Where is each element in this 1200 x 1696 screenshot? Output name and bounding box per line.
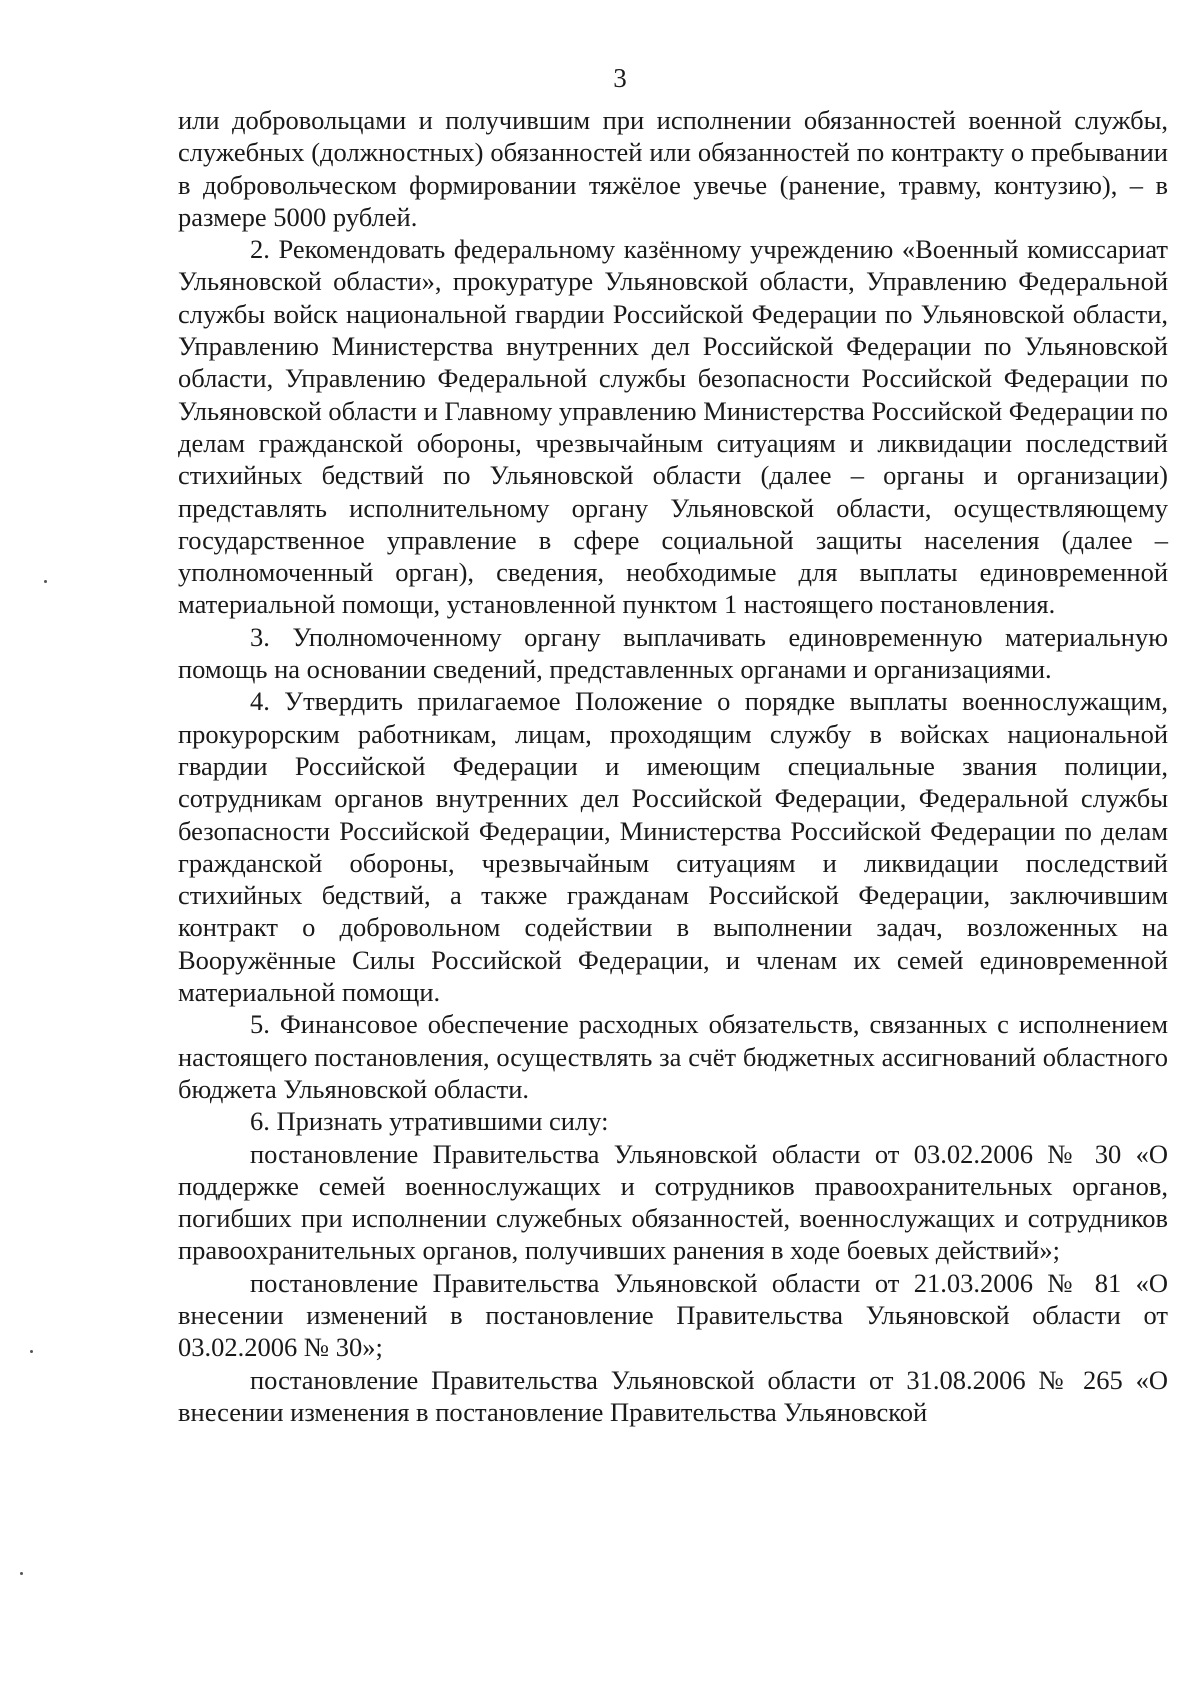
paragraph-item-6: 6. Признать утратившими силу: bbox=[250, 1106, 609, 1137]
paragraph-item-2: 2. Рекомендовать федеральному казённому учреждению «Военный комиссариат Ульяновской области», прокуратуре Ульяновской области, Управлению Федеральной службы войск национальной гвардии Российской Федерации по Ульяновской области, Управлению Министерства внутренних дел Российской Федерации по Ульяновской области, Управлению Федеральной службы безопасности Российской Федерации по Ульяновской области и Главному управлению Министерства Российской Федерации по делам гражданской обороны, чрезвычайным ситуациям и ликвидации последствий стихийных бедствий по Ульяновской области (далее – органы и организации) представлять исполнительному органу Ульяновской области, осуществляющему государственное управление в сфере социальной защиты населения (далее – уполномоченный орган), сведения, необходимые для выплаты единовременной материальной помощи, установленной пунктом 1 настоящего постановления. bbox=[178, 234, 1168, 620]
paragraph-repeal-30: постановление Правительства Ульяновской области от 03.02.2006 № 30 «О поддержке семей военнослужащих и сотрудников правоохранительных органов, погибших при исполнении служебных обязанностей, военнослужащих и сотрудников правоохранительных органов, получивших ранения в ходе боевых действий»; bbox=[178, 1138, 1168, 1266]
scan-speck bbox=[20, 1572, 23, 1575]
paragraph-repeal-81: постановление Правительства Ульяновской области от 21.03.2006 № 81 «О внесении изменений в постановление Правительства Ульяновской области от 03.02.2006 № 30»; bbox=[178, 1267, 1168, 1363]
document-body bbox=[178, 104, 1168, 1428]
paragraph-repeal-265: постановление Правительства Ульяновской области от 31.08.2006 № 265 «О внесении изменения в постановление Правительства Ульяновской bbox=[178, 1364, 1168, 1427]
scan-speck bbox=[44, 580, 47, 583]
paragraph-item-3: 3. Уполномоченному органу выплачивать единовременную материальную помощь на основании сведений, представленных органами и организациями. bbox=[178, 621, 1168, 685]
scan-speck bbox=[30, 1350, 33, 1353]
paragraph-item-5: 5. Финансовое обеспечение расходных обязательств, связанных с исполнением настоящего постановления, осуществлять за счёт бюджетных ассигнований областного бюджета Ульяновской области. bbox=[178, 1009, 1168, 1104]
paragraph-continuation: или добровольцами и получившим при исполнении обязанностей военной службы, служебных (должностных) обязанностей или обязанностей по контракту о пребывании в добровольческом формировании тяжёлое увечье (ранение, травму, контузию), – в размере 5000 рублей. bbox=[178, 105, 1168, 232]
paragraph-item-4: 4. Утвердить прилагаемое Положение о порядке выплаты военнослужащим, прокурорским работникам, лицам, проходящим службу в войсках национальной гвардии Российской Федерации и имеющим специальные звания полиции, сотрудникам органов внутренних дел Российской Федерации, Федеральной службы безопасности Российской Федерации, Министерства Российской Федерации по делам гражданской обороны, чрезвычайным ситуациям и ликвидации последствий стихийных бедствий, а также гражданам Российской Федерации, заключившим контракт о добровольном содействии в выполнении задач, возложенных на Вооружённые Силы Российской Федерации, и членам их семей единовременной материальной помощи. bbox=[178, 686, 1168, 1008]
page-number: 3 bbox=[613, 63, 627, 93]
